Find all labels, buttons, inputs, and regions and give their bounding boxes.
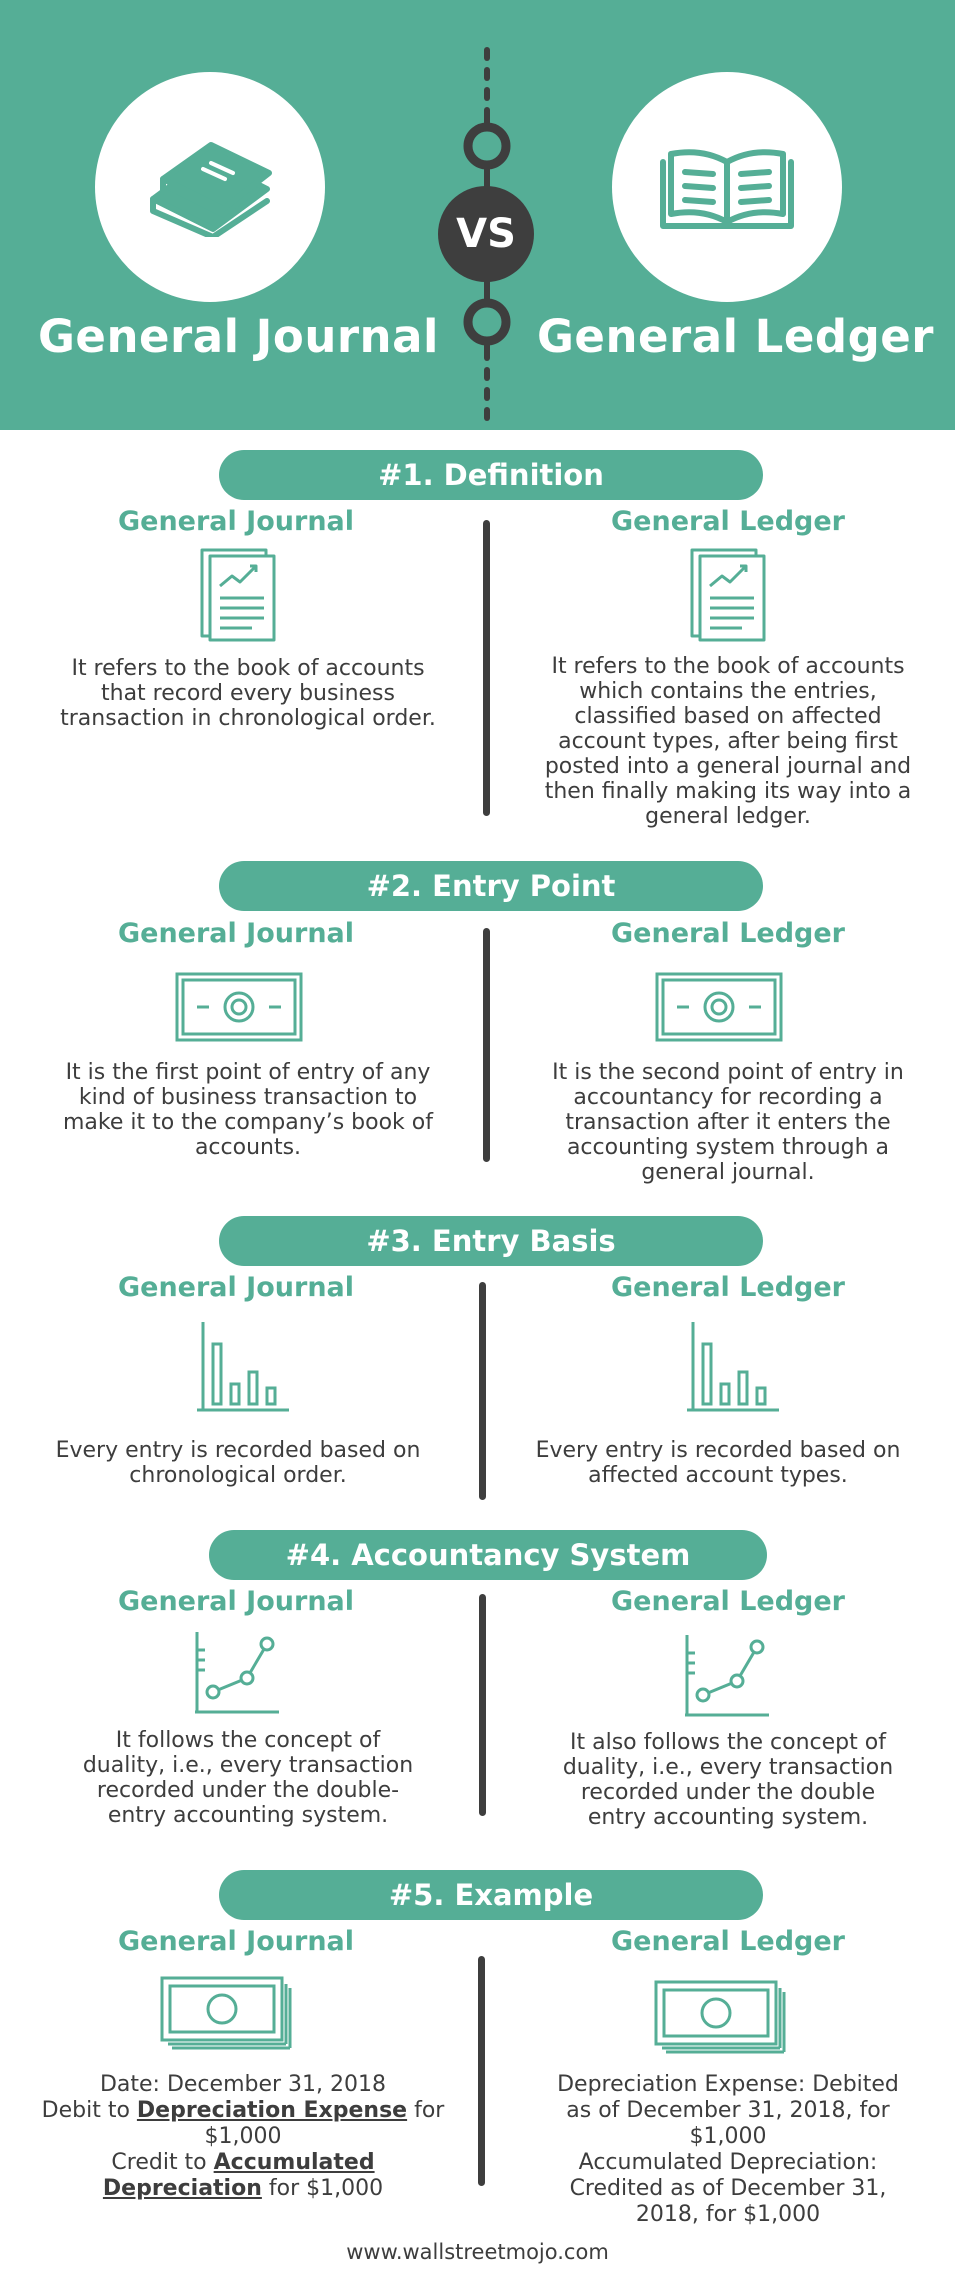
header-left-circle	[95, 72, 325, 302]
debit-suffix: for	[407, 2098, 445, 2123]
credit-account-continued: Depreciation	[102, 2176, 262, 2201]
section-5-divider	[478, 1956, 485, 2186]
text-line: entry accounting system.	[587, 1805, 869, 1830]
header-right-title: General Ledger	[537, 310, 934, 363]
section-3-left-heading: General Journal	[117, 1272, 355, 1303]
text-line: It refers to the book of accounts	[71, 656, 425, 681]
text-line: It also follows the concept of	[570, 1730, 886, 1755]
text-line: classified based on affected	[574, 704, 882, 729]
example-debit-line	[10, 2098, 476, 2124]
debit-prefix: Debit to	[41, 2098, 137, 2123]
text-line: Every entry is recorded based on	[55, 1438, 421, 1463]
footer-url[interactable]: www.wallstreetmojo.com	[346, 2240, 609, 2264]
text-line: affected account types.	[588, 1463, 848, 1488]
section-1-right-heading: General Ledger	[611, 506, 845, 537]
text-line: make it to the company’s book of	[63, 1110, 433, 1135]
section-5-left-heading: General Journal	[117, 1926, 355, 1957]
section-5-right-heading: General Ledger	[611, 1926, 845, 1957]
open-book-icon	[657, 142, 797, 232]
text-line: transaction after it enters the	[565, 1110, 891, 1135]
section-1-left-text	[15, 656, 481, 731]
banknote-icon	[655, 972, 783, 1042]
text-line: then finally making its way into a	[544, 779, 912, 804]
text-line: It refers to the book of accounts	[551, 654, 905, 679]
section-5-right-text	[505, 2072, 951, 2228]
debit-account: Depreciation Expense	[136, 2098, 408, 2123]
text-line: It is the first point of entry of any	[65, 1060, 431, 1085]
line-chart-icon	[191, 1628, 281, 1716]
text-line: recorded under the double	[580, 1780, 876, 1805]
header-left-title: General Journal	[38, 310, 439, 363]
section-3-left-text	[5, 1438, 471, 1488]
text-line: that record every business	[101, 681, 395, 706]
section-3-right-text	[495, 1438, 941, 1488]
section-2-left-text	[15, 1060, 481, 1160]
section-4-title: #4. Accountancy System	[209, 1530, 767, 1580]
section-1-left-heading: General Journal	[117, 506, 355, 537]
text-line: 2018, for $1,000	[635, 2202, 821, 2227]
text-line: general journal.	[641, 1160, 815, 1185]
example-credit-line-2	[10, 2176, 476, 2202]
text-line: general ledger.	[645, 804, 811, 829]
header-banner	[0, 0, 955, 430]
section-2-right-text	[505, 1060, 951, 1185]
text-line: entry accounting system.	[107, 1803, 389, 1828]
text-line: account types, after being first	[558, 729, 898, 754]
section-4-left-text	[15, 1728, 481, 1828]
section-2-left-heading: General Journal	[117, 918, 355, 949]
section-2-right-heading: General Ledger	[611, 918, 845, 949]
text-line: Credited as of December 31,	[569, 2176, 887, 2201]
section-5-title: #5. Example	[219, 1870, 763, 1920]
header-right-circle	[612, 72, 842, 302]
money-stack-icon	[654, 1980, 786, 2054]
banknote-icon	[175, 972, 303, 1042]
text-line: Accumulated Depreciation:	[578, 2150, 878, 2175]
section-1-right-text	[505, 654, 951, 829]
section-4-right-heading: General Ledger	[611, 1586, 845, 1617]
text-line: It follows the concept of	[115, 1728, 381, 1753]
section-1-divider	[483, 520, 490, 816]
text-line: duality, i.e., every transaction	[562, 1755, 894, 1780]
credit-account: Accumulated	[213, 2150, 375, 2175]
text-line: duality, i.e., every transaction	[82, 1753, 414, 1778]
section-3-divider	[479, 1282, 486, 1500]
section-2-divider	[483, 928, 490, 1162]
bar-chart-icon	[193, 1320, 291, 1416]
section-4-right-text	[505, 1730, 951, 1830]
section-1-title: #1. Definition	[219, 450, 763, 500]
section-4-left-heading: General Journal	[117, 1586, 355, 1617]
document-chart-icon	[200, 548, 276, 642]
section-3-right-heading: General Ledger	[611, 1272, 845, 1303]
line-chart-icon	[681, 1631, 771, 1719]
text-line: It is the second point of entry in	[552, 1060, 904, 1085]
text-line: Every entry is recorded based on	[535, 1438, 901, 1463]
document-chart-icon	[690, 548, 766, 642]
text-line: accounting system through a	[566, 1135, 890, 1160]
section-3-title: #3. Entry Basis	[219, 1216, 763, 1266]
vs-text: VS	[456, 211, 516, 257]
books-icon	[145, 137, 275, 237]
section-5-left-example	[10, 2072, 476, 2202]
text-line: $1,000	[689, 2124, 767, 2149]
bar-chart-icon	[683, 1320, 781, 1416]
text-line: kind of business transaction to	[78, 1085, 418, 1110]
example-date: Date: December 31, 2018	[99, 2072, 387, 2097]
credit-suffix: for $1,000	[261, 2176, 384, 2201]
debit-amount: $1,000	[204, 2124, 282, 2149]
text-line: chronological order.	[129, 1463, 347, 1488]
section-2-title: #2. Entry Point	[219, 861, 763, 911]
text-line: as of December 31, 2018, for	[566, 2098, 890, 2123]
text-line: Depreciation Expense: Debited	[557, 2072, 899, 2097]
text-line: accountancy for recording a	[573, 1085, 883, 1110]
money-stack-icon	[160, 1976, 292, 2050]
text-line: which contains the entries,	[579, 679, 877, 704]
vs-badge	[438, 186, 534, 282]
text-line: posted into a general journal and	[544, 754, 912, 779]
example-credit-line	[10, 2150, 476, 2176]
text-line: transaction in chronological order.	[60, 706, 436, 731]
credit-prefix: Credit to	[111, 2150, 214, 2175]
text-line: recorded under the double-	[96, 1778, 400, 1803]
text-line: accounts.	[194, 1135, 302, 1160]
